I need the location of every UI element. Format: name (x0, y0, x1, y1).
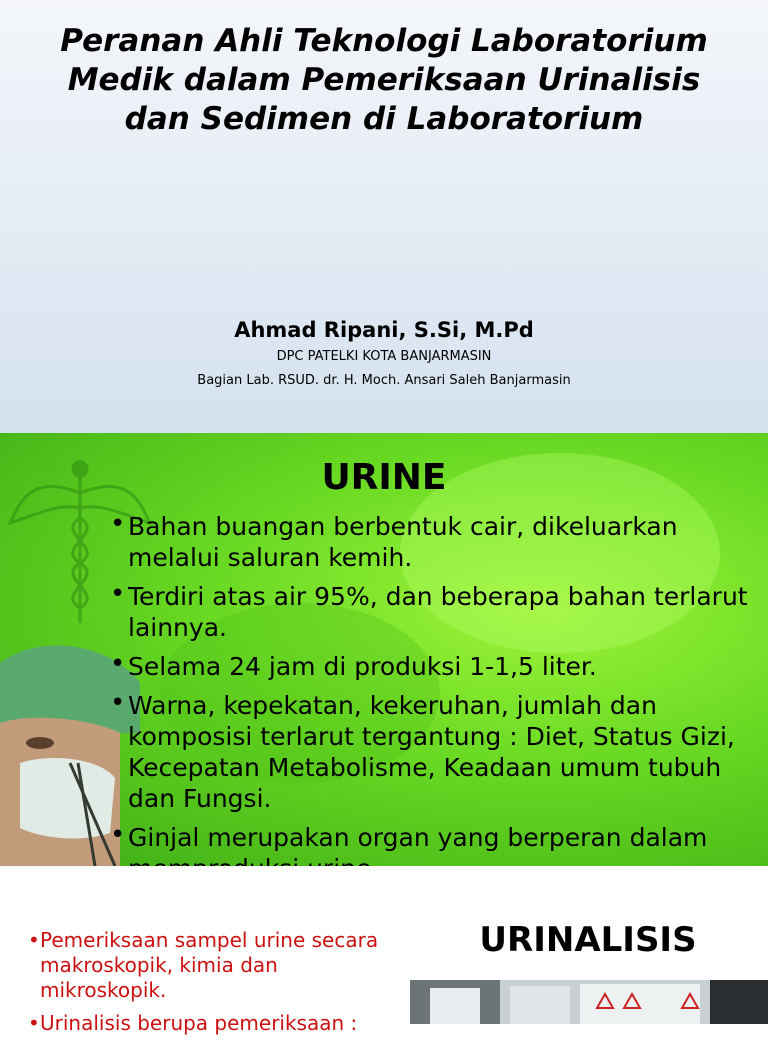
list-item: • Urinalisis berupa pemeriksaan : (28, 1011, 408, 1036)
presentation-title: Peranan Ahli Teknologi Laboratorium Medik dalam Pemeriksaan Urinalisis dan Sedimen di Laboratorium (60, 23, 708, 137)
list-item: • Terdiri atas air 95%, dan beberapa bahan terlarut lainnya. (110, 581, 750, 643)
list-item: • Pemeriksaan sampel urine secara makroskopik, kimia dan mikroskopik. (28, 928, 408, 1003)
urine-slide (0, 433, 768, 866)
urine-bullet-list (110, 511, 750, 892)
urine-heading: URINE (321, 457, 447, 498)
author-name: Ahmad Ripani, S.Si, M.Pd (234, 318, 534, 342)
urinalisis-bullet-list (28, 928, 408, 1044)
title-slide (0, 0, 768, 433)
list-item: • Selama 24 jam di produksi 1-1,5 liter. (110, 651, 750, 682)
list-item: • Ginjal merupakan organ yang berperan dalam (110, 822, 750, 884)
organization-name: DPC PATELKI KOTA BANJARMASIN (276, 349, 492, 364)
list-item: • Warna, kepekatan, kekeruhan, jumlah dan komposisi terlarut tergantung : Diet, Status Gizi, Kecepatan Metabolisme, Keadaan umum tubuh dan Fungsi. (110, 690, 750, 814)
urinalisis-heading: URINALISIS (479, 920, 697, 960)
affiliation-text: Bagian Lab. RSUD. dr. H. Moch. Ansari Saleh Banjarmasin (197, 373, 571, 388)
laboratory-photo (410, 980, 768, 1024)
list-item: • Bahan buangan berbentuk cair, dikeluarkan melalui saluran kemih. (110, 511, 750, 573)
urinalisis-slide (0, 866, 768, 1035)
